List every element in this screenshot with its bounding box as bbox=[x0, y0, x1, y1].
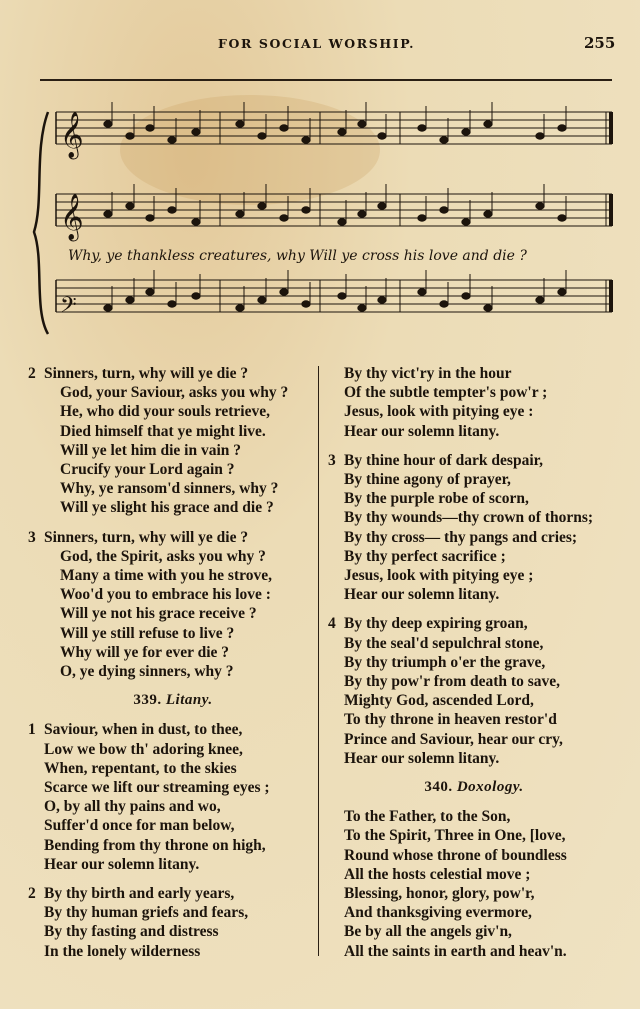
running-title: FOR SOCIAL WORSHIP. bbox=[218, 36, 416, 51]
verse-line bbox=[28, 778, 318, 797]
treble-clef: 𝄞 bbox=[60, 194, 84, 240]
verse-text: By thy pow'r from death to save, bbox=[344, 673, 560, 691]
verse-text: Why, ye ransom'd sinners, why ? bbox=[60, 480, 279, 498]
verse-text: Saviour, when in dust, to thee, bbox=[44, 721, 243, 739]
note-head bbox=[146, 215, 154, 221]
verse-text: By thy wounds—thy crown of thorns; bbox=[344, 509, 594, 527]
note-head bbox=[440, 137, 448, 143]
note-head bbox=[338, 129, 346, 135]
verse-line bbox=[28, 383, 318, 402]
verse-text: All the saints in earth and heav'n. bbox=[344, 942, 567, 960]
verse-line bbox=[328, 547, 620, 566]
verse-text: By thine hour of dark despair, bbox=[344, 451, 543, 469]
verse-line bbox=[328, 383, 620, 402]
verse-text: And thanksgiving evermore, bbox=[344, 904, 532, 922]
verse-text: Low we bow th' adoring knee, bbox=[44, 740, 243, 758]
verse-line bbox=[328, 942, 620, 961]
verse-line bbox=[28, 566, 318, 585]
note-head bbox=[378, 133, 386, 139]
hymn-heading bbox=[328, 778, 620, 797]
verse-line bbox=[328, 489, 620, 508]
note-head bbox=[536, 133, 544, 139]
running-head bbox=[0, 36, 640, 56]
verse-text: Hear our solemn litany. bbox=[344, 749, 500, 767]
treble-clef: 𝄞 bbox=[60, 112, 84, 158]
verse-text: O, ye dying sinners, why ? bbox=[60, 663, 234, 681]
verse-line bbox=[28, 624, 318, 643]
verse-line bbox=[28, 441, 318, 460]
verse-line bbox=[28, 402, 318, 421]
note-head bbox=[146, 125, 154, 131]
verse-line bbox=[328, 470, 620, 489]
verse-text: Bending from thy throne on high, bbox=[44, 836, 266, 854]
verse-line bbox=[28, 922, 318, 941]
verse-line bbox=[328, 865, 620, 884]
note-head bbox=[258, 297, 266, 303]
verse-text: Of the subtle tempter's pow'r ; bbox=[344, 384, 548, 402]
verse-line bbox=[28, 662, 318, 681]
verse-line bbox=[28, 460, 318, 479]
verse-line bbox=[28, 528, 318, 547]
stanza bbox=[328, 807, 620, 961]
verse-line bbox=[328, 903, 620, 922]
stanza-number: 1 bbox=[28, 721, 36, 739]
stanza bbox=[328, 614, 620, 768]
verse-line bbox=[28, 836, 318, 855]
verse-text: By thy vict'ry in the hour bbox=[344, 365, 512, 382]
left-column bbox=[28, 364, 318, 971]
verse-text: Round whose throne of boundless bbox=[344, 846, 567, 864]
verse-text: Blessing, honor, glory, pow'r, bbox=[344, 885, 535, 903]
hymn-number: 340. bbox=[424, 779, 457, 796]
note-head bbox=[104, 211, 112, 217]
note-head bbox=[192, 219, 200, 225]
verse-line bbox=[328, 528, 620, 547]
note-head bbox=[418, 289, 426, 295]
column-divider bbox=[318, 366, 319, 956]
note-head bbox=[236, 121, 244, 127]
hymn-number: 339. bbox=[133, 692, 166, 709]
verse-text: By the seal'd sepulchral stone, bbox=[344, 634, 544, 652]
verse-text: Scarce we lift our streaming eyes ; bbox=[44, 779, 270, 797]
verse-line bbox=[328, 884, 620, 903]
verse-line bbox=[28, 547, 318, 566]
note-head bbox=[104, 305, 112, 311]
note-head bbox=[358, 121, 366, 127]
note-head bbox=[484, 305, 492, 311]
verse-text: When, repentant, to the skies bbox=[44, 759, 237, 777]
verse-line bbox=[328, 807, 620, 826]
note-head bbox=[168, 301, 176, 307]
hymn-title: Doxology. bbox=[456, 779, 524, 796]
verse-text: Sinners, turn, why will ye die ? bbox=[44, 365, 249, 382]
verse-line bbox=[328, 749, 620, 768]
verse-text: To the Father, to the Son, bbox=[344, 808, 511, 826]
note-head bbox=[558, 289, 566, 295]
note-head bbox=[302, 207, 310, 213]
note-head bbox=[378, 203, 386, 209]
verse-line bbox=[328, 922, 620, 941]
verse-text: Hear our solemn litany. bbox=[344, 586, 500, 604]
verse-line bbox=[328, 691, 620, 710]
note-head bbox=[558, 215, 566, 221]
verse-line bbox=[28, 422, 318, 441]
verse-text: To the Spirit, Three in One, [love, bbox=[344, 827, 566, 845]
stanza-number: 2 bbox=[28, 365, 36, 382]
verse-text: Many a time with you he strove, bbox=[60, 567, 272, 585]
note-head bbox=[440, 301, 448, 307]
verse-text: Woo'd you to embrace his love : bbox=[60, 586, 271, 604]
verse-text: Jesus, look with pitying eye : bbox=[344, 403, 534, 421]
note-head bbox=[378, 297, 386, 303]
verse-text: By thy human griefs and fears, bbox=[44, 904, 249, 922]
verse-line bbox=[28, 759, 318, 778]
note-head bbox=[536, 203, 544, 209]
note-head bbox=[258, 133, 266, 139]
note-head bbox=[258, 203, 266, 209]
note-head bbox=[104, 121, 112, 127]
verse-line bbox=[328, 672, 620, 691]
right-column bbox=[328, 364, 620, 971]
page-number: 255 bbox=[584, 34, 616, 52]
verse-text: Died himself that ye might live. bbox=[60, 422, 266, 440]
verse-text: O, by all thy pains and wo, bbox=[44, 798, 221, 816]
verse-line bbox=[328, 730, 620, 749]
note-head bbox=[236, 305, 244, 311]
verse-text: By thy deep expiring groan, bbox=[344, 615, 528, 633]
note-head bbox=[358, 211, 366, 217]
verse-line bbox=[28, 816, 318, 835]
verse-line bbox=[28, 498, 318, 517]
verse-text: Will ye let him die in vain ? bbox=[60, 441, 241, 459]
verse-text: By thy cross— thy pangs and cries; bbox=[344, 528, 578, 546]
note-head bbox=[126, 297, 134, 303]
verse-line bbox=[328, 451, 620, 470]
verse-line bbox=[28, 643, 318, 662]
note-head bbox=[192, 129, 200, 135]
verse-text: Suffer'd once for man below, bbox=[44, 817, 235, 835]
verse-line bbox=[28, 884, 318, 903]
verse-line bbox=[28, 479, 318, 498]
verse-text: Be by all the angels giv'n, bbox=[344, 923, 512, 941]
note-head bbox=[462, 219, 470, 225]
note-head bbox=[280, 215, 288, 221]
verse-line bbox=[328, 826, 620, 845]
verse-line bbox=[28, 797, 318, 816]
verse-line bbox=[328, 585, 620, 604]
brace bbox=[34, 112, 48, 334]
note-head bbox=[484, 121, 492, 127]
verse-line bbox=[328, 566, 620, 585]
stanza-number: 3 bbox=[328, 451, 336, 469]
verse-text: Jesus, look with pitying eye ; bbox=[344, 567, 534, 585]
verse-line bbox=[28, 740, 318, 759]
verse-text: He, who did your souls retrieve, bbox=[60, 403, 270, 421]
note-head bbox=[462, 129, 470, 135]
verse-text: Mighty God, ascended Lord, bbox=[344, 692, 534, 710]
note-head bbox=[126, 203, 134, 209]
verse-line bbox=[28, 364, 318, 383]
note-head bbox=[280, 289, 288, 295]
stanza bbox=[28, 528, 318, 682]
bass-clef: 𝄢 bbox=[60, 293, 77, 323]
note-head bbox=[126, 133, 134, 139]
verse-text: By thy fasting and distress bbox=[44, 923, 219, 941]
verse-line bbox=[28, 942, 318, 961]
note-head bbox=[358, 305, 366, 311]
verse-line bbox=[328, 402, 620, 421]
verse-line bbox=[328, 846, 620, 865]
note-head bbox=[558, 125, 566, 131]
verse-text: Crucify your Lord again ? bbox=[60, 461, 235, 479]
note-head bbox=[484, 211, 492, 217]
verse-text: By the purple robe of scorn, bbox=[344, 490, 529, 508]
stanza-number: 2 bbox=[28, 885, 36, 903]
verse-text: Sinners, turn, why will ye die ? bbox=[44, 528, 249, 546]
stanza-number: 4 bbox=[328, 615, 336, 633]
note-head bbox=[418, 125, 426, 131]
verse-text: By thine agony of prayer, bbox=[344, 471, 511, 489]
note-head bbox=[146, 289, 154, 295]
verse-line bbox=[328, 364, 620, 383]
hymn-title: Litany. bbox=[165, 692, 213, 709]
verse-text: Will ye slight his grace and die ? bbox=[60, 499, 274, 517]
note-head bbox=[418, 215, 426, 221]
note-head bbox=[236, 211, 244, 217]
verse-text: To thy throne in heaven restor'd bbox=[344, 711, 557, 729]
verse-line bbox=[328, 422, 620, 441]
stanza bbox=[328, 364, 620, 441]
stanza-number: 3 bbox=[28, 528, 36, 546]
note-head bbox=[168, 137, 176, 143]
header-rule bbox=[40, 79, 612, 81]
verse-line bbox=[28, 604, 318, 623]
verse-text: By thy perfect sacrifice ; bbox=[344, 547, 506, 565]
verse-line bbox=[328, 653, 620, 672]
note-head bbox=[462, 293, 470, 299]
stanza bbox=[28, 364, 318, 518]
note-head bbox=[440, 207, 448, 213]
music-lyric: Why, ye thankless creatures, why Will ye cross his love and die ? bbox=[68, 248, 527, 264]
note-head bbox=[280, 125, 288, 131]
verse-line bbox=[28, 720, 318, 739]
verse-line bbox=[28, 585, 318, 604]
verse-line bbox=[28, 855, 318, 874]
verse-text: In the lonely wilderness bbox=[44, 942, 201, 960]
stanza bbox=[328, 451, 620, 605]
stanza bbox=[28, 720, 318, 874]
verse-line bbox=[328, 508, 620, 527]
note-head bbox=[338, 293, 346, 299]
music-score bbox=[30, 90, 620, 352]
note-head bbox=[536, 297, 544, 303]
note-head bbox=[168, 207, 176, 213]
verse-text: God, the Spirit, asks you why ? bbox=[60, 547, 266, 565]
verse-line bbox=[328, 614, 620, 633]
hymn-heading bbox=[28, 691, 318, 710]
verse-line bbox=[328, 634, 620, 653]
note-head bbox=[302, 137, 310, 143]
verse-text: Hear our solemn litany. bbox=[44, 855, 200, 873]
stanza bbox=[28, 884, 318, 961]
note-head bbox=[338, 219, 346, 225]
verse-text: By thy triumph o'er the grave, bbox=[344, 653, 546, 671]
verse-text: Will ye still refuse to live ? bbox=[60, 624, 235, 642]
note-head bbox=[192, 293, 200, 299]
verse-text: Why will ye for ever die ? bbox=[60, 643, 230, 661]
verse-text: By thy birth and early years, bbox=[44, 885, 235, 903]
verse-line bbox=[328, 710, 620, 729]
verse-text: Prince and Saviour, hear our cry, bbox=[344, 730, 563, 748]
verse-text: God, your Saviour, asks you why ? bbox=[60, 384, 289, 402]
note-head bbox=[302, 301, 310, 307]
verse-text: Hear our solemn litany. bbox=[344, 422, 500, 440]
verse-line bbox=[28, 903, 318, 922]
verse-text: Will ye not his grace receive ? bbox=[60, 605, 257, 623]
verse-text: All the hosts celestial move ; bbox=[344, 865, 531, 883]
